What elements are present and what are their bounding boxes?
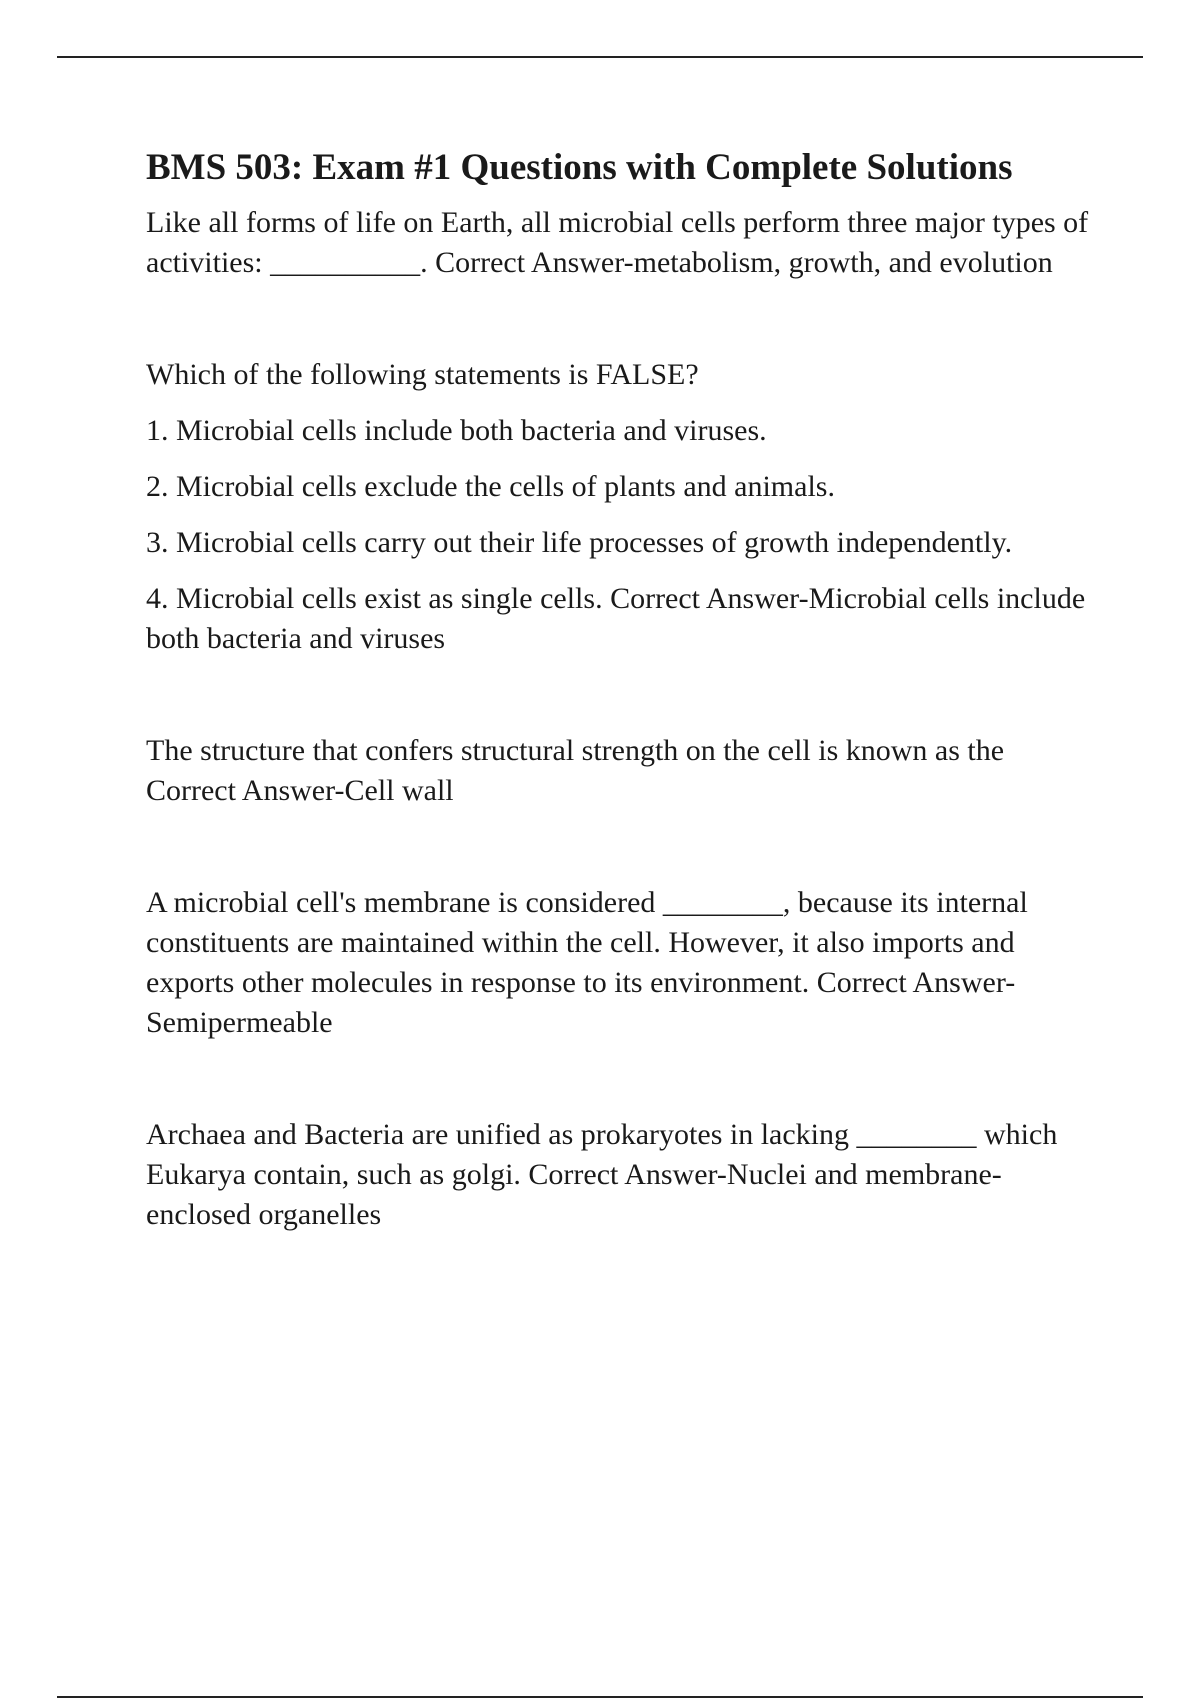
question-1: Like all forms of life on Earth, all microbial cells perform three major types of activities: __________. Correct Answer-metabolism, growth, and evolution: [146, 206, 1089, 279]
question-3: The structure that confers structural strength on the cell is known as the Correct Answer-Cell wall: [146, 734, 1005, 807]
document-body: [146, 143, 1091, 1235]
question-5: Archaea and Bacteria are unified as prokaryotes in lacking ________ which Eukarya contain, such as golgi. Correct Answer-Nuclei and membrane-enclosed organelles: [146, 1118, 1058, 1231]
spacer: [146, 1043, 1091, 1115]
top-rule: [57, 56, 1143, 58]
spacer: [146, 811, 1091, 883]
question-2-option-4: 4. Microbial cells exist as single cells. Correct Answer-Microbial cells include both bacteria and viruses: [146, 582, 1086, 655]
document-title: BMS 503: Exam #1 Questions with Complete Solutions: [146, 147, 1013, 188]
question-2-option-2: 2. Microbial cells exclude the cells of plants and animals.: [146, 470, 835, 503]
question-2-option-3: 3. Microbial cells carry out their life processes of growth independently.: [146, 526, 1013, 559]
question-4: A microbial cell's membrane is considered ________, because its internal constituents are maintained within the cell. However, it also imports and exports other molecules in response to its environment. Correct Answer-Semipermeable: [146, 886, 1028, 1039]
question-2-stem: Which of the following statements is FALSE?: [146, 358, 699, 391]
spacer: [146, 283, 1091, 355]
bottom-rule: [57, 1696, 1143, 1698]
question-2-option-1: 1. Microbial cells include both bacteria and viruses.: [146, 414, 767, 447]
spacer: [146, 659, 1091, 731]
question-2: [146, 355, 1091, 659]
